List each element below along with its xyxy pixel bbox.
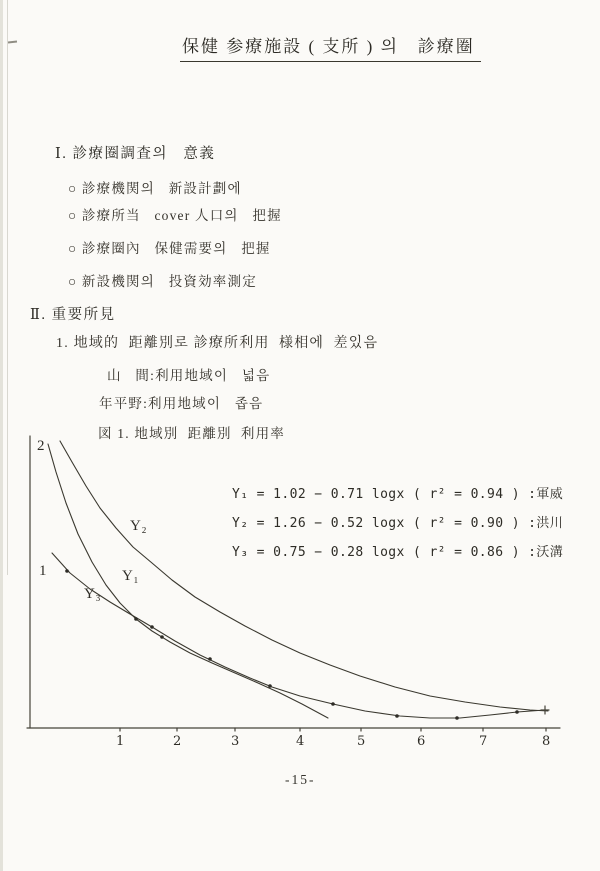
figure-caption: 図 1. 地域別 距離別 利用率 (98, 426, 285, 441)
section-1-bullet: ○ 新設機関의 投資効率測定 (68, 274, 257, 289)
x-axis-tick-label: 4 (296, 734, 305, 749)
data-point-marker (331, 702, 335, 706)
y-axis-value-label: 1 (39, 563, 47, 579)
x-axis-tick-label: 2 (173, 734, 182, 749)
section-1-heading: Ⅰ. 診療圈調査의 意義 (55, 146, 216, 162)
data-point-marker (208, 657, 212, 661)
x-axis-tick-label: 1 (116, 734, 125, 749)
page-number: -15- (285, 772, 316, 787)
curve-y1-gunwi (48, 444, 328, 718)
curve-label-y3: Y₃ (84, 586, 102, 602)
data-point-marker (160, 635, 164, 639)
data-point-marker (515, 710, 519, 714)
data-point-marker (395, 714, 399, 718)
regression-equation-y1: Y₁ = 1.02 − 0.71 logx ( r² = 0.94 ) :軍威 (232, 487, 564, 502)
data-point-marker (268, 684, 272, 688)
data-point-marker (150, 625, 154, 629)
x-axis-tick-label: 8 (542, 734, 551, 749)
curve-label-y2: Y₂ (130, 518, 148, 534)
finding-detail: 年平野:利用地域이 좁음 (99, 396, 264, 411)
x-axis-tick-label: 3 (231, 734, 240, 749)
regression-equation-y2: Y₂ = 1.26 − 0.52 logx ( r² = 0.90 ) :洪川 (232, 516, 564, 531)
data-point-marker (65, 569, 69, 573)
section-1-bullet: ○ 診療機関의 新設計劃에 (68, 181, 242, 196)
finding-item: 1. 地域的 距離別로 診療所利用 様相에 差있음 (56, 336, 379, 351)
section-1-bullet: ○ 診療圈內 保健需要의 把握 (68, 241, 271, 256)
y-axis-value-label: 2 (37, 438, 45, 454)
section-1-bullet: ○ 診療所当 cover 人口의 把握 (68, 208, 282, 223)
regression-equation-y3: Y₃ = 0.75 − 0.28 logx ( r² = 0.86 ) :沃溝 (232, 545, 564, 560)
finding-detail: 山 間:利用地域이 넓음 (107, 368, 271, 383)
x-axis-tick-label: 6 (417, 734, 426, 749)
data-point-marker (134, 617, 138, 621)
page-title: 保健 参療施設 ( 支所 ) 의 診療圈 (180, 37, 481, 62)
section-2-heading: Ⅱ. 重要所見 (30, 307, 116, 323)
x-axis-tick-label: 5 (357, 734, 366, 749)
curve-label-y1: Y₁ (122, 568, 140, 584)
x-axis-tick-label: 7 (479, 734, 488, 749)
data-point-marker (455, 716, 459, 720)
